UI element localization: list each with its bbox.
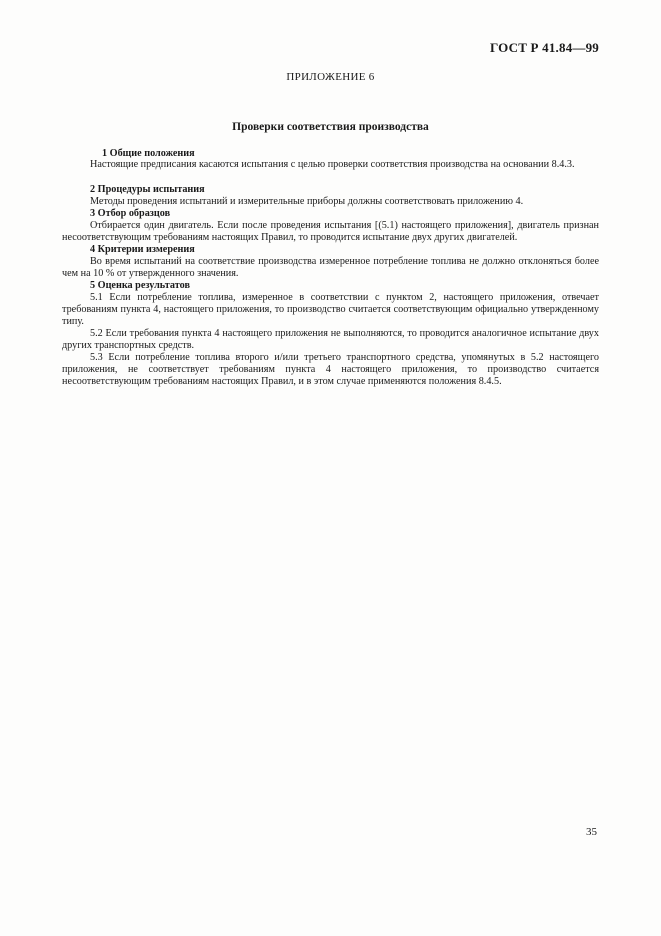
section-heading: 2 Процедуры испытания <box>90 184 205 195</box>
section-paragraph: Отбирается один двигатель. Если после проведения испытания [(5.1) настоящего приложения], двигатель признан несоответствующим требованиям настоящих Правил, то проводится испытание двух других двигателей. <box>62 220 599 243</box>
document-code: ГОСТ Р 41.84—99 <box>490 40 599 55</box>
section-paragraph-5-2: 5.2 Если требования пункта 4 настоящего приложения не выполняются, то проводится аналогичное испытание двух других транспортных средств. <box>62 328 599 351</box>
section-heading: 3 Отбор образцов <box>90 208 171 219</box>
section-paragraph-5-1: 5.1 Если потребление топлива, измеренное в соответствии с пунктом 2, настоящего приложения, отвечает требованиям пункта 4, настоящего приложения, то производство считается соответствующим официально утвержденному типу. <box>62 292 599 327</box>
section-heading: 4 Критерии измерения <box>90 244 195 255</box>
section-paragraph <box>90 159 599 171</box>
paragraph-text: Настоящие предписания касаются испытания с целью проверки соответствия производства на основании 8.4.3. <box>90 159 575 170</box>
section-heading: 1 Общие положения <box>102 148 195 159</box>
appendix-label: ПРИЛОЖЕНИЕ 6 <box>286 71 375 83</box>
section-paragraph-5-3: 5.3 Если потребление топлива второго и/или третьего транспортного средства, упомянутых в 5.2 настоящего приложения, не соответствует требованиям пункта 4 настоящего приложения, то производство считается несоответствующим требованиям настоящих Правил, и в этом случае применяются положения 8.4.5. <box>62 352 599 387</box>
section-heading: 5 Оценка результатов <box>90 280 190 291</box>
section-paragraph: Во время испытаний на соответствие производства измеренное потребление топлива не должно отклоняться более чем на 10 % от утвержденного значения. <box>62 256 599 279</box>
page-number: 35 <box>586 826 597 838</box>
section-paragraph: Методы проведения испытаний и измерительные приборы должны соответствовать приложению 4. <box>90 196 524 207</box>
document-title: Проверки соответствия производства <box>232 121 429 133</box>
